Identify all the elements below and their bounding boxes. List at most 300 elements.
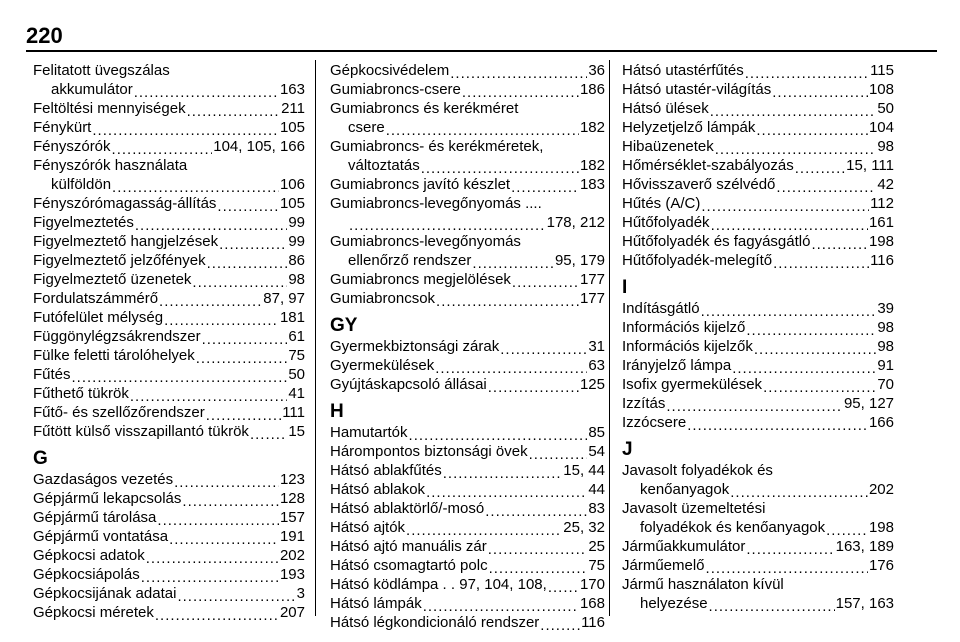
- dot-leader: [159, 294, 262, 308]
- index-entry-term: Hűtés (A/C): [622, 195, 701, 212]
- dot-leader: [500, 342, 587, 356]
- index-entry: [330, 423, 605, 442]
- index-entry-pages: 177: [579, 290, 605, 307]
- index-section-letter: H: [330, 401, 344, 422]
- index-entry: [622, 80, 894, 99]
- index-entry: [33, 118, 305, 137]
- index-entry: [330, 80, 605, 99]
- index-entry: [622, 251, 894, 270]
- index-entry-pages: 15: [288, 423, 305, 440]
- index-entry-term: külföldön: [51, 176, 112, 193]
- index-entry: [33, 508, 305, 527]
- index-entry-pages: 182: [579, 157, 605, 174]
- index-entry-heading: Javasolt folyadékok és: [622, 462, 773, 479]
- index-entry-pages: 61: [288, 328, 305, 345]
- index-entry-term: Hátsó ködlámpa . . 97, 104, 108,: [330, 576, 547, 593]
- dot-leader: [423, 599, 579, 613]
- index-entry-pages: 202: [279, 547, 305, 564]
- index-entry-term: Fülke feletti tárolóhelyek: [33, 347, 195, 364]
- index-entry-term: Figyelmeztető jelzőfények: [33, 252, 206, 269]
- index-entry-pages: 104: [868, 119, 894, 136]
- column-divider: [609, 60, 610, 616]
- index-entry-pages: 186: [579, 81, 605, 98]
- index-entry-pages: 111: [282, 404, 305, 421]
- index-entry-heading: Gumiabroncs és kerékméret: [330, 100, 519, 117]
- index-entry-term: Gyermekülések: [330, 357, 435, 374]
- index-entry-pages: 106: [279, 176, 305, 193]
- index-entry: [33, 289, 305, 308]
- index-entry: [33, 565, 305, 584]
- index-entry-pages: 98: [877, 138, 894, 155]
- dot-leader: [548, 580, 579, 594]
- index-entry: [33, 80, 305, 99]
- index-entry: [33, 470, 305, 489]
- index-entry-term: Gazdaságos vezetés: [33, 471, 174, 488]
- index-entry-heading: Gumiabroncs-levegőnyomás ....: [330, 195, 542, 212]
- dot-leader: [155, 608, 279, 622]
- dot-leader: [701, 199, 869, 213]
- index-entry: [622, 299, 894, 318]
- dot-leader: [72, 370, 288, 384]
- index-entry-term: Hátsó utastérfűtés: [622, 62, 744, 79]
- dot-leader: [730, 485, 868, 499]
- index-entry: [330, 461, 605, 480]
- index-entry: [330, 175, 605, 194]
- dot-leader: [196, 351, 288, 365]
- index-entry-term: Helyzetjelző lámpák: [622, 119, 756, 136]
- dot-leader: [192, 275, 287, 289]
- index-entry-pages: 181: [279, 309, 305, 326]
- index-entry-term: Hátsó ajtó manuális zár: [330, 538, 487, 555]
- index-entry-term: akkumulátor: [51, 81, 133, 98]
- dot-leader: [732, 361, 876, 375]
- dot-leader: [164, 313, 279, 327]
- index-entry: [33, 308, 305, 327]
- index-entry-pages: 115: [870, 62, 894, 79]
- index-entry-term: Hátsó ablakfűtés: [330, 462, 442, 479]
- index-entry-term: Fénykürt: [33, 119, 92, 136]
- index-entry: [330, 537, 605, 556]
- index-entry: [622, 194, 894, 213]
- index-entry-pages: 157, 163: [835, 595, 894, 612]
- dot-leader: [112, 142, 213, 156]
- dot-leader: [666, 399, 843, 413]
- index-entry-pages: 178, 212: [546, 214, 605, 231]
- dot-leader: [409, 428, 588, 442]
- index-entry: [33, 384, 305, 403]
- dot-leader: [746, 542, 834, 556]
- dot-leader: [217, 199, 279, 213]
- index-entry-term: Hűtőfolyadék és fagyásgátló: [622, 233, 811, 250]
- index-entry-term: helyezése: [640, 595, 708, 612]
- index-entry-term: Feltöltési mennyiségek: [33, 100, 186, 117]
- dot-leader: [826, 523, 868, 537]
- index-entry-term: Gumiabroncs javító készlet: [330, 176, 511, 193]
- index-entry-pages: 70: [877, 376, 894, 393]
- index-entry-pages: 168: [579, 595, 605, 612]
- index-entry-term: Fűtés: [33, 366, 71, 383]
- index-entry-term: Fordulatszámmérő: [33, 290, 159, 307]
- index-entry-pages: 125: [579, 376, 605, 393]
- index-entry-pages: 166: [868, 414, 894, 431]
- dot-leader: [92, 123, 279, 137]
- index-entry-pages: 91: [877, 357, 894, 374]
- index-entry: [330, 613, 605, 632]
- index-entry: [622, 337, 894, 356]
- index-entry: [330, 213, 605, 232]
- index-entry-term: változtatás: [348, 157, 420, 174]
- index-entry-pages: 41: [288, 385, 305, 402]
- dot-leader: [763, 380, 876, 394]
- index-entry: [33, 346, 305, 365]
- index-entry-pages: 176: [868, 557, 894, 574]
- index-entry-term: Futófelület mélység: [33, 309, 164, 326]
- index-entry: [622, 232, 894, 251]
- index-entry: [33, 175, 305, 194]
- dot-leader: [421, 161, 579, 175]
- dot-leader: [715, 142, 877, 156]
- dot-leader: [443, 466, 563, 480]
- dot-leader: [485, 504, 587, 518]
- dot-leader: [141, 570, 279, 584]
- index-entry-term: kenőanyagok: [640, 481, 730, 498]
- index-entry-pages: 128: [279, 490, 305, 507]
- index-entry: [622, 137, 894, 156]
- index-entry-term: Gyermekbiztonsági zárak: [330, 338, 500, 355]
- index-entry: [622, 556, 894, 575]
- dot-leader: [182, 494, 279, 508]
- index-entry-term: Hamutartók: [330, 424, 408, 441]
- index-entry: [33, 137, 305, 156]
- index-entry-term: Fűtő- és szellőzőrendszer: [33, 404, 205, 421]
- index-entry: [33, 251, 305, 270]
- index-entry: [33, 194, 305, 213]
- dot-leader: [187, 104, 281, 118]
- index-entry-pages: 50: [288, 366, 305, 383]
- index-entry-term: Gépkocsijának adatai: [33, 585, 177, 602]
- header-rule: [26, 50, 937, 52]
- index-entry: [330, 480, 605, 499]
- index-entry-pages: 157: [279, 509, 305, 526]
- index-entry-pages: 170: [579, 576, 605, 593]
- index-entry-pages: 123: [279, 471, 305, 488]
- index-entry: [330, 289, 605, 308]
- index-entry-pages: 193: [279, 566, 305, 583]
- dot-leader: [436, 294, 579, 308]
- index-entry-term: Hárompontos biztonsági övek: [330, 443, 528, 460]
- index-entry-pages: 198: [868, 519, 894, 536]
- index-entry-pages: 207: [279, 604, 305, 621]
- dot-leader: [169, 532, 279, 546]
- index-entry-pages: 191: [279, 528, 305, 545]
- index-entry-term: Hátsó csomagtartó polc: [330, 557, 488, 574]
- dot-leader: [529, 447, 588, 461]
- index-column-2: [330, 61, 605, 632]
- index-entry-pages: 15, 44: [563, 462, 605, 479]
- dot-leader: [701, 304, 877, 318]
- dot-leader: [157, 513, 279, 527]
- index-entry-term: Hűtőfolyadék-melegítő: [622, 252, 773, 269]
- index-entry-pages: 202: [868, 481, 894, 498]
- index-entry-pages: 98: [877, 338, 894, 355]
- index-entry-term: Hátsó ablaktörlő/-mosó: [330, 500, 485, 517]
- index-entry-term: Figyelmeztető hangjelzések: [33, 233, 219, 250]
- index-entry-heading: Jármű használaton kívül: [622, 576, 784, 593]
- index-entry: [622, 61, 894, 80]
- index-entry-term: Gumiabroncs-csere: [330, 81, 461, 98]
- dot-leader: [207, 256, 288, 270]
- dot-leader: [174, 475, 279, 489]
- dot-leader: [177, 589, 295, 603]
- index-entry-term: Hűtőfolyadék: [622, 214, 710, 231]
- index-entry-term: ellenőrző rendszer: [348, 252, 472, 269]
- index-entry-term: Izzócsere: [622, 414, 687, 431]
- index-entry: [33, 422, 305, 441]
- index-entry-term: Hátsó ülések: [622, 100, 709, 117]
- index-entry-term: Információs kijelző: [622, 319, 746, 336]
- index-entry-term: Hátsó légkondicionáló rendszer: [330, 614, 540, 631]
- index-entry-pages: 104, 105, 166: [213, 138, 305, 155]
- dot-leader: [435, 361, 587, 375]
- index-entry-term: Irányjelző lámpa: [622, 357, 732, 374]
- index-entry: [330, 499, 605, 518]
- index-entry-pages: 108: [868, 81, 894, 98]
- dot-leader: [512, 275, 579, 289]
- index-entry-pages: 99: [288, 233, 305, 250]
- index-entry-term: Fényszórómagasság-állítás: [33, 195, 217, 212]
- index-entry-pages: 105: [279, 119, 305, 136]
- dot-leader: [754, 342, 876, 356]
- index-entry-term: Járműakkumulátor: [622, 538, 746, 555]
- index-entry-term: Fűtött külső visszapillantó tükrök: [33, 423, 249, 440]
- index-section-letter: I: [622, 277, 628, 298]
- index-entry-pages: 85: [588, 424, 605, 441]
- index-entry-pages: 39: [877, 300, 894, 317]
- index-entry-term: Gumiabroncsok: [330, 290, 436, 307]
- dot-leader: [489, 561, 588, 575]
- index-entry-pages: 50: [877, 100, 894, 117]
- index-entry-pages: 3: [296, 585, 305, 602]
- index-entry: [33, 270, 305, 289]
- dot-leader: [488, 542, 588, 556]
- index-entry-term: Hővisszaverő szélvédő: [622, 176, 776, 193]
- index-section-letter: G: [33, 448, 48, 469]
- index-entry-term: Gépjármű lekapcsolás: [33, 490, 182, 507]
- index-entry-term: folyadékok és kenőanyagok: [640, 519, 826, 536]
- dot-leader: [511, 180, 579, 194]
- column-divider: [315, 60, 316, 616]
- index-entry-term: Gépjármű vontatása: [33, 528, 169, 545]
- index-entry: [622, 375, 894, 394]
- index-entry-term: Gyújtáskapcsoló állásai: [330, 376, 487, 393]
- dot-leader: [146, 551, 279, 565]
- index-entry: [622, 99, 894, 118]
- dot-leader: [206, 408, 281, 422]
- index-entry: [330, 156, 605, 175]
- index-entry: [622, 518, 894, 537]
- index-entry: [330, 575, 605, 594]
- dot-leader: [386, 123, 579, 137]
- index-column-1: [33, 61, 305, 622]
- index-entry-pages: 25, 32: [563, 519, 605, 536]
- dot-leader: [746, 323, 876, 337]
- index-entry-pages: 116: [870, 252, 894, 269]
- index-entry: [330, 251, 605, 270]
- index-entry: [33, 527, 305, 546]
- index-entry: [622, 480, 894, 499]
- index-entry-term: Izzítás: [622, 395, 666, 412]
- dot-leader: [472, 256, 554, 270]
- dot-leader: [202, 332, 288, 346]
- index-entry-term: Gépkocsi méretek: [33, 604, 154, 621]
- index-entry: [330, 442, 605, 461]
- index-entry-pages: 105: [279, 195, 305, 212]
- dot-leader: [462, 85, 579, 99]
- dot-leader: [112, 180, 279, 194]
- index-entry-heading: Gumiabroncs-levegőnyomás: [330, 233, 521, 250]
- dot-leader: [219, 237, 287, 251]
- index-entry-term: Gépkocsi adatok: [33, 547, 145, 564]
- index-entry-term: Figyelmeztető üzenetek: [33, 271, 192, 288]
- index-entry-heading: Felitatott üvegszálas: [33, 62, 170, 79]
- index-entry-term: Figyelmeztetés: [33, 214, 134, 231]
- index-entry: [622, 356, 894, 375]
- index-entry-term: Függönylégzsákrendszer: [33, 328, 201, 345]
- index-section-letter: GY: [330, 315, 358, 336]
- index-entry-pages: 75: [588, 557, 605, 574]
- index-entry-pages: 42: [877, 176, 894, 193]
- index-entry-term: Járműemelő: [622, 557, 705, 574]
- index-entry-pages: 198: [868, 233, 894, 250]
- index-entry: [330, 518, 605, 537]
- dot-leader: [134, 85, 279, 99]
- index-entry-pages: 75: [288, 347, 305, 364]
- index-entry-pages: 98: [877, 319, 894, 336]
- index-entry: [622, 594, 894, 613]
- dot-leader: [135, 218, 287, 232]
- index-entry: [622, 156, 894, 175]
- index-entry-pages: 163: [279, 81, 305, 98]
- index-entry: [33, 365, 305, 384]
- index-entry-pages: 36: [588, 62, 605, 79]
- dot-leader: [711, 218, 868, 232]
- index-entry-term: Gépkocsivédelem: [330, 62, 450, 79]
- index-entry: [33, 584, 305, 603]
- index-entry-pages: 54: [588, 443, 605, 460]
- dot-leader: [745, 66, 869, 80]
- index-entry-term: Fűthető tükrök: [33, 385, 129, 402]
- index-column-3: [622, 61, 894, 613]
- index-entry-term: Hátsó ablakok: [330, 481, 426, 498]
- index-entry-term: Információs kijelzők: [622, 338, 753, 355]
- index-entry-pages: 211: [281, 100, 305, 117]
- index-entry-pages: 116: [581, 614, 605, 631]
- dot-leader: [540, 618, 580, 632]
- index-entry: [33, 603, 305, 622]
- index-entry: [33, 546, 305, 565]
- dot-leader: [709, 599, 835, 613]
- index-entry: [622, 413, 894, 432]
- dot-leader: [772, 85, 868, 99]
- dot-leader: [450, 66, 587, 80]
- index-entry-pages: 183: [579, 176, 605, 193]
- index-entry: [33, 232, 305, 251]
- dot-leader: [426, 485, 587, 499]
- index-entry: [622, 175, 894, 194]
- index-entry-pages: 86: [288, 252, 305, 269]
- index-entry: [330, 375, 605, 394]
- dot-leader: [706, 561, 868, 575]
- index-entry-pages: 15, 111: [846, 157, 894, 174]
- index-entry: [33, 213, 305, 232]
- index-entry-pages: 44: [588, 481, 605, 498]
- index-entry: [330, 556, 605, 575]
- index-entry-pages: 83: [588, 500, 605, 517]
- index-entry: [622, 537, 894, 556]
- index-entry-heading: Javasolt üzemeltetési: [622, 500, 766, 517]
- index-entry: [330, 356, 605, 375]
- index-entry: [33, 99, 305, 118]
- index-entry: [330, 61, 605, 80]
- index-entry-pages: 98: [288, 271, 305, 288]
- page-number: 220: [26, 23, 63, 48]
- dot-leader: [406, 523, 562, 537]
- index-entry-heading: Gumiabroncs- és kerékméretek,: [330, 138, 544, 155]
- index-entry: [33, 327, 305, 346]
- index-entry-pages: 95, 127: [843, 395, 894, 412]
- dot-leader: [488, 380, 579, 394]
- index-entry-term: Hibaüzenetek: [622, 138, 714, 155]
- index-entry-pages: 99: [288, 214, 305, 231]
- dot-leader: [250, 427, 287, 441]
- index-entry-term: Hátsó utastér-világítás: [622, 81, 772, 98]
- dot-leader: [756, 123, 868, 137]
- index-entry: [33, 403, 305, 422]
- dot-leader: [349, 218, 546, 232]
- index-entry-term: Gépkocsiápolás: [33, 566, 140, 583]
- dot-leader: [687, 418, 868, 432]
- dot-leader: [776, 180, 876, 194]
- index-entry-pages: 95, 179: [554, 252, 605, 269]
- dot-leader: [130, 389, 287, 403]
- index-entry: [330, 118, 605, 137]
- index-entry: [622, 394, 894, 413]
- index-entry-pages: 31: [588, 338, 605, 355]
- index-entry-term: Hátsó ajtók: [330, 519, 406, 536]
- dot-leader: [710, 104, 877, 118]
- index-entry-heading: Fényszórók használata: [33, 157, 188, 174]
- index-entry: [330, 594, 605, 613]
- index-entry: [622, 213, 894, 232]
- index-entry-term: Hátsó lámpák: [330, 595, 422, 612]
- index-entry-pages: 177: [579, 271, 605, 288]
- index-entry-pages: 161: [868, 214, 894, 231]
- index-entry-term: Gumiabroncs megjelölések: [330, 271, 511, 288]
- dot-leader: [811, 237, 868, 251]
- index-entry-term: Fényszórók: [33, 138, 111, 155]
- index-entry-term: Gépjármű tárolása: [33, 509, 157, 526]
- dot-leader: [795, 161, 845, 175]
- index-entry-pages: 112: [870, 195, 894, 212]
- index-entry-term: Indításgátló: [622, 300, 700, 317]
- index-entry-pages: 87, 97: [263, 290, 305, 307]
- index-entry-pages: 25: [588, 538, 605, 555]
- index-entry-term: Hőmérséklet-szabályozás: [622, 157, 794, 174]
- index-entry: [330, 270, 605, 289]
- index-entry-pages: 163, 189: [835, 538, 894, 555]
- index-entry: [330, 337, 605, 356]
- index-entry-pages: 63: [588, 357, 605, 374]
